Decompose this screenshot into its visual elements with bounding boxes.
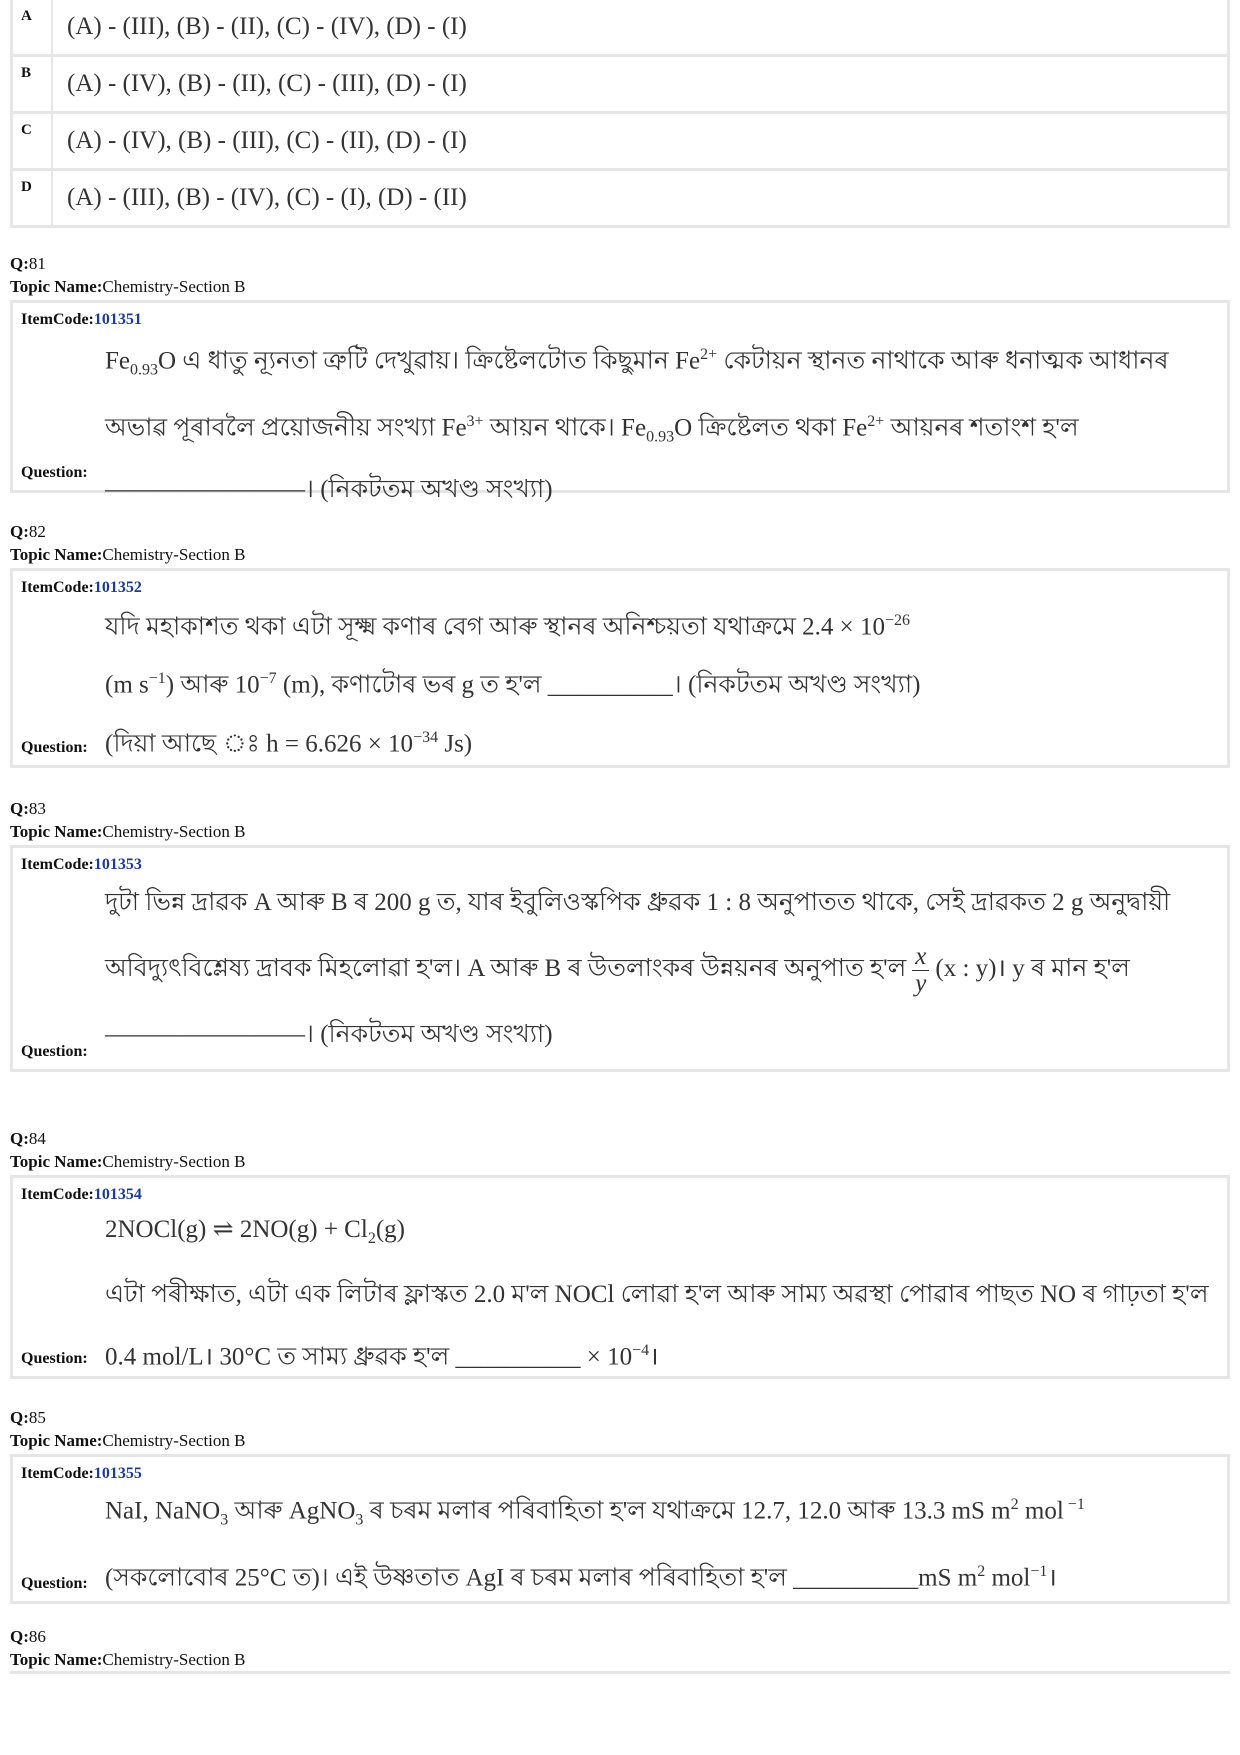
question-body: যদি মহাকাশত থকা এটা সূক্ষ্ম কণাৰ বেগ আৰু স্থানৰ অনিশ্চয়তা যথাক্ৰমে $2.4 \times 10^{-26}$ (m $s^{-1}$) আৰু $10^{-7}$ (m), কণাটোৰ ভৰ g ত হ'ল __________। (নিকটতম অখণ্ড সংখ্যা) (দিয়া আছে ঃ $h = 6.626 \times 10^{-34}$ Js) (105, 612, 921, 757)
question-number: Q:82 (10, 522, 46, 541)
topic-name: Topic Name:Chemistry-Section B (10, 1431, 246, 1450)
fraction-x-over-y: $\frac{x}{y}$ (912, 944, 929, 997)
question-number: Q:85 (10, 1408, 46, 1427)
question-84 (10, 1127, 1230, 1379)
question-number: Q:86 (10, 1627, 46, 1646)
question-box (10, 568, 1230, 768)
option-letter: B (13, 57, 53, 111)
question-82 (10, 520, 1230, 768)
option-text: (A) - (III), (B) - (II), (C) - (IV), (D) - (I) (67, 13, 467, 40)
divider (10, 1671, 1230, 1674)
question-box (10, 1454, 1230, 1604)
option-text: (A) - (IV), (B) - (III), (C) - (II), (D) - (I) (67, 127, 467, 154)
question-label: Question: (21, 1043, 88, 1060)
question-number: Q:81 (10, 254, 46, 273)
item-code: ItemCode:101353 (21, 856, 142, 873)
topic-name: Topic Name:Chemistry-Section B (10, 277, 246, 296)
option-d[interactable] (13, 171, 1227, 225)
item-code: ItemCode:101354 (21, 1186, 142, 1203)
answer-options (10, 0, 1230, 228)
question-86 (10, 1625, 1230, 1671)
topic-name: Topic Name:Chemistry-Section B (10, 822, 246, 841)
topic-name: Topic Name:Chemistry-Section B (10, 1152, 246, 1171)
question-body: দুটা ভিন্ন দ্ৰাৱক A আৰু B ৰ 200 g ত, যাৰ ইবুলিওস্কপিক ধ্ৰুৱক 1 : 8 অনুপাতত থাকে, সেই দ্ৰাৱকত 2 g অনুদ্বায়ী অবিদ্যুৎবিশ্লেষ্য দ্ৰাবক মিহলোৱা হ'ল। A আৰু B ৰ উতলাংকৰ উন্নয়নৰ অনুপাত হ'ল $\frac{x}{y}$ (x : y)। y ৰ মান হ'ল ————————। (নিকটতম অখণ্ড সংখ্যা) (105, 889, 1171, 1048)
question-box (10, 300, 1230, 503)
question-body: $Fe_{0.93}O$ এ ধাতু ন্যূনতা ত্ৰুটি দেখুৱায়। ক্ৰিষ্টেলটোত কিছুমান $Fe^{2+}$ কেটায়ন স্থানত নাথাকে আৰু ধনাত্মক আধানৰ অভাৱ পূৰাবলৈ প্ৰয়োজনীয় সংখ্যা $Fe^{3+}$ আয়ন থাকে। $Fe_{0.93}O$ ক্ৰিষ্টেলত থকা $Fe^{2+}$ আয়নৰ শতাংশ হ'ল ————————। (নিকটতম অখণ্ড সংখ্যা) (105, 346, 1169, 503)
question-83 (10, 797, 1230, 1072)
topic-name: Topic Name:Chemistry-Section B (10, 545, 246, 564)
item-code: ItemCode:101352 (21, 579, 142, 596)
option-a[interactable] (13, 0, 1227, 57)
question-body: 2NOCl(g) ⇌ $2NO(g) + Cl_2(g)$ এটা পৰীক্ষাত, এটা এক লিটাৰ ফ্লাস্কত 2.0 ম'ল NOCl লোৱা হ'ল আৰু সাম্য অৱস্থা পোৱাৰ পাছত NO ৰ গাঢ়তা হ'ল 0.4 mol/L। 30°C ত সাম্য ধ্ৰুৱক হ'ল __________ × $10^{-4}।$ (105, 1216, 1209, 1371)
question-81 (10, 252, 1230, 503)
question-box (10, 1175, 1230, 1379)
option-text: (A) - (III), (B) - (IV), (C) - (I), (D) - (II) (67, 184, 467, 211)
question-label: Question: (21, 1350, 88, 1367)
question-number: Q:84 (10, 1129, 46, 1148)
item-code: ItemCode:101351 (21, 311, 142, 328)
question-85 (10, 1406, 1230, 1604)
question-label: Question: (21, 739, 88, 756)
question-box (10, 845, 1230, 1072)
question-label: Question: (21, 464, 88, 481)
question-number: Q:83 (10, 799, 46, 818)
option-letter: D (13, 171, 53, 225)
option-c[interactable] (13, 114, 1227, 171)
question-label: Question: (21, 1575, 88, 1592)
topic-name: Topic Name:Chemistry-Section B (10, 1650, 246, 1669)
option-b[interactable] (13, 57, 1227, 114)
question-body: NaI, NaNO$_3$ আৰু AgNO$_3$ ৰ চৰম মলাৰ পৰিবাহিতা হ'ল যথাক্ৰমে 12.7, 12.0 আৰু 13.3 mS $m^2$ mol $^{-1}$ (সকলোবোৰ 25°C ত)। এই উষ্ণতাত AgI ৰ চৰম মলাৰ পৰিবাহিতা হ'ল __________mS $m^2$ mol$^{-1}$। (105, 1496, 1085, 1592)
option-text: (A) - (IV), (B) - (II), (C) - (III), (D) - (I) (67, 70, 467, 97)
option-letter: C (13, 114, 53, 168)
item-code: ItemCode:101355 (21, 1465, 142, 1482)
option-letter: A (13, 0, 53, 54)
